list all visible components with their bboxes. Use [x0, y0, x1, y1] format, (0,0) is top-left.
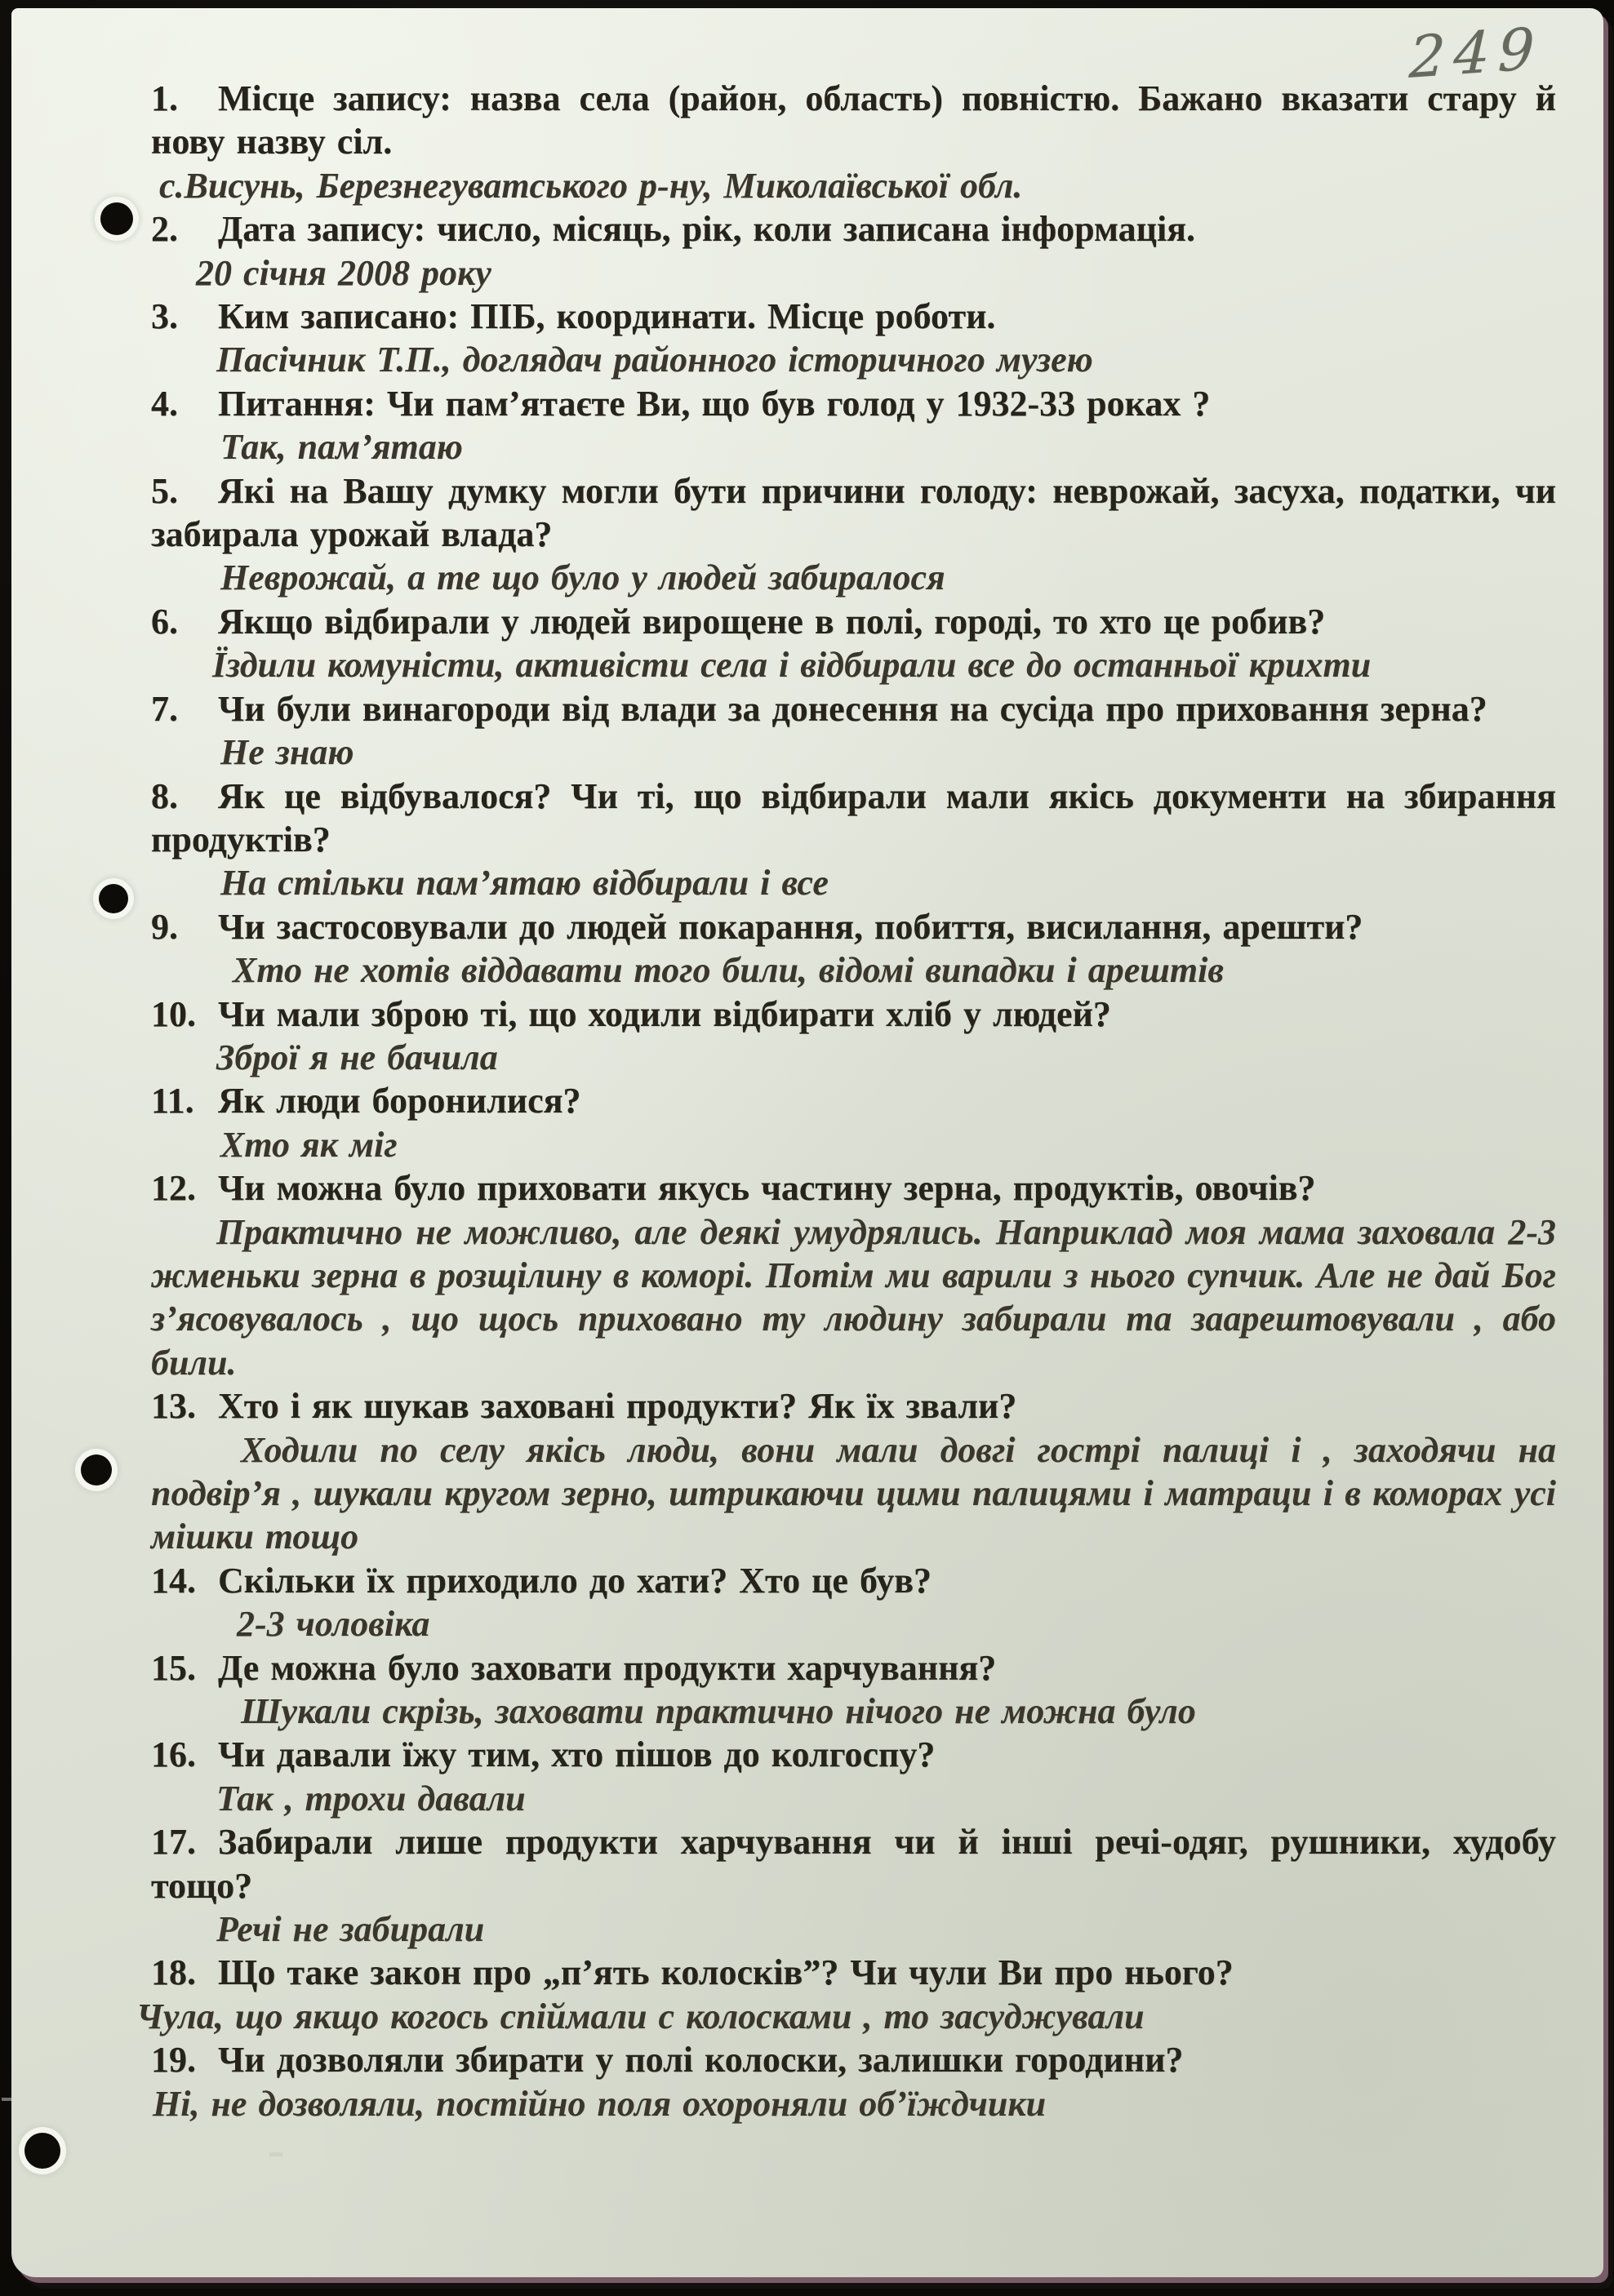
hole-punch: [24, 2133, 60, 2169]
question-text: [151, 1733, 1556, 1776]
questionnaire-text: [136, 77, 1556, 2125]
question-answer-item: [151, 1646, 1556, 1734]
question-text: [151, 1820, 1556, 1907]
question-text: [151, 469, 1556, 557]
question-answer-item: [151, 993, 1556, 1080]
answer-text: Речі не забирали: [216, 1909, 485, 1950]
question-text: [151, 1646, 1556, 1690]
question-answer-item: [151, 2038, 1556, 2125]
answer-text: Зброї я не бачила: [216, 1037, 498, 1077]
question-body: Як це відбувалося? Чи ті, що відбирали мали якісь документи на збирання продуктів?: [151, 775, 1556, 859]
question-text: [151, 905, 1556, 948]
question-text: [151, 77, 1556, 164]
question-number: 5.: [151, 470, 178, 511]
question-text: [151, 993, 1556, 1036]
question-answer-item: [151, 1079, 1556, 1166]
scan-artifact: [269, 2152, 282, 2156]
question-text: [151, 1559, 1556, 1602]
question-answer-item: [151, 775, 1556, 905]
question-number: 19.: [151, 2040, 196, 2081]
question-text: [151, 687, 1556, 731]
answer-text: Ні, не дозволяли, постійно поля охороняли об’їждчики: [153, 2083, 1047, 2124]
question-body: Дата запису: число, місяць, рік, коли записана інформація.: [218, 209, 1196, 250]
question-text: [151, 1951, 1556, 1994]
question-answer-item: [136, 1951, 1556, 2038]
question-number: 11.: [151, 1081, 194, 1121]
question-body: Які на Вашу думку могли бути причини голоду: неврожай, засуха, податки, чи забирала урожай влада?: [151, 470, 1556, 555]
question-text: [151, 775, 1556, 862]
question-body: Чи дозволяли збирати у полі колоски, залишки городини?: [218, 2040, 1184, 2081]
answer-text: Пасічник Т.П., доглядач районного історичного музею: [216, 340, 1093, 380]
question-body: Питання: Чи пам’ятаєте Ви, що був голод у 1932-33 роках ?: [218, 383, 1211, 424]
answer-text: Їздили комуністи, активісти села і відбирали все до останньої крихти: [212, 645, 1372, 686]
answer-text: Так, пам’ятаю: [220, 427, 463, 468]
question-body: Як люди боронилися?: [218, 1081, 581, 1121]
question-body: Чи мали зброю ті, що ходили відбирати хліб у людей?: [218, 993, 1111, 1034]
question-body: Хто і як шукав заховані продукти? Як їх звали?: [218, 1386, 1017, 1427]
answer-text: Шукали скрізь, заховати практично нічого не можна було: [241, 1691, 1196, 1732]
answer-text: На стільки пам’ятаю відбирали і все: [220, 863, 829, 904]
question-body: Місце запису: назва села (район, область) повністю. Бажано вказати стару й нову назву сіл.: [151, 78, 1556, 162]
answer-text: Ходили по селу якісь люди, вони мали довгі гострі палиці і , заходячи на подвір’я , шукали кругом зерно, штрикаючи цими палицями і матраци і в коморах усі мішки тощо: [151, 1429, 1556, 1557]
question-answer-item: [151, 1166, 1556, 1384]
question-number: 4.: [151, 383, 178, 424]
answer-text: с.Висунь, Березнегуватського р-ну, Миколаївської обл.: [159, 165, 1023, 206]
question-answer-item: [151, 1384, 1556, 1559]
question-number: 17.: [151, 1822, 196, 1863]
question-number: 10.: [151, 993, 196, 1034]
question-answer-item: [151, 905, 1556, 993]
question-body: Де можна було заховати продукти харчування?: [218, 1647, 997, 1688]
question-number: 12.: [151, 1168, 196, 1209]
question-text: [151, 207, 1556, 251]
question-answer-item: [151, 600, 1556, 687]
question-text: [151, 382, 1556, 425]
question-number: 2.: [151, 209, 178, 250]
question-number: 18.: [151, 1952, 196, 1993]
answer-text: Так , трохи давали: [216, 1778, 526, 1819]
answer-text: 2-3 чоловіка: [237, 1604, 430, 1645]
question-number: 1.: [151, 78, 178, 118]
question-body: Ким записано: ПІБ, координати. Місце роботи.: [218, 296, 996, 337]
answer-text: Неврожай, а те що було у людей забиралося: [220, 557, 945, 598]
answer-text: Хто як міг: [220, 1124, 398, 1165]
question-answer-item: [151, 687, 1556, 775]
answer-text: 20 січня 2008 року: [196, 252, 491, 293]
question-number: 14.: [151, 1560, 196, 1601]
question-number: 13.: [151, 1386, 196, 1427]
document-page: [11, 8, 1603, 2277]
question-answer-item: [151, 382, 1556, 469]
question-text: [151, 1079, 1556, 1122]
question-number: 6.: [151, 601, 178, 642]
question-text: [151, 295, 1556, 338]
question-answer-item: [151, 207, 1556, 295]
question-number: 3.: [151, 296, 178, 337]
hole-punch: [99, 884, 128, 913]
question-number: 8.: [151, 775, 178, 816]
question-number: 9.: [151, 906, 178, 947]
hole-punch: [81, 1454, 112, 1486]
question-body: Забирали лише продукти харчування чи й інші речі-одяг, рушники, худобу тощо?: [151, 1822, 1556, 1906]
question-text: [151, 1384, 1556, 1428]
hole-punch: [100, 202, 133, 235]
question-answer-item: [151, 469, 1556, 600]
question-body: Що таке закон про „п’ять колосків”? Чи чули Ви про нього?: [218, 1952, 1234, 1993]
page-number: 249: [1408, 15, 1545, 91]
question-body: Чи можна було приховати якусь частину зерна, продуктів, овочів?: [218, 1168, 1316, 1209]
question-answer-item: [151, 1820, 1556, 1951]
question-body: Якщо відбирали у людей вирощене в полі, городі, то хто це робив?: [218, 601, 1326, 642]
scan-artifact: [2, 2098, 11, 2101]
question-body: Чи застосовували до людей покарання, побиття, висилання, арешти?: [218, 906, 1363, 947]
question-answer-item: [151, 1733, 1556, 1820]
question-number: 15.: [151, 1647, 196, 1688]
question-body: Скільки їх приходило до хати? Хто це був?: [218, 1560, 932, 1601]
question-number: 7.: [151, 688, 178, 729]
question-answer-item: [151, 77, 1556, 207]
answer-text: Практично не можливо, але деякі умудрялись. Наприклад моя мама заховала 2-3 жменьки зерна в розщілину в коморі. Потім ми варили з нього супчик. Але не дай Бог з’ясовувалось , що щось приховано ту людину забирали та заарештовували , або били.: [151, 1211, 1556, 1383]
question-body: Чи були винагороди від влади за донесення на сусіда про приховання зерна?: [218, 688, 1487, 729]
question-body: Чи давали їжу тим, хто пішов до колгоспу?: [218, 1734, 936, 1775]
question-text: [151, 2038, 1556, 2081]
answer-text: Чула, що якщо когось спіймали с колосками , то засуджували: [136, 1996, 1145, 2036]
question-text: [151, 1166, 1556, 1210]
question-answer-item: [151, 1559, 1556, 1646]
answer-text: Хто не хотів віддавати того били, відомі випадки і арештів: [233, 950, 1225, 991]
answer-text: Не знаю: [220, 732, 354, 773]
question-text: [151, 600, 1556, 643]
question-number: 16.: [151, 1734, 196, 1775]
question-answer-item: [151, 295, 1556, 382]
